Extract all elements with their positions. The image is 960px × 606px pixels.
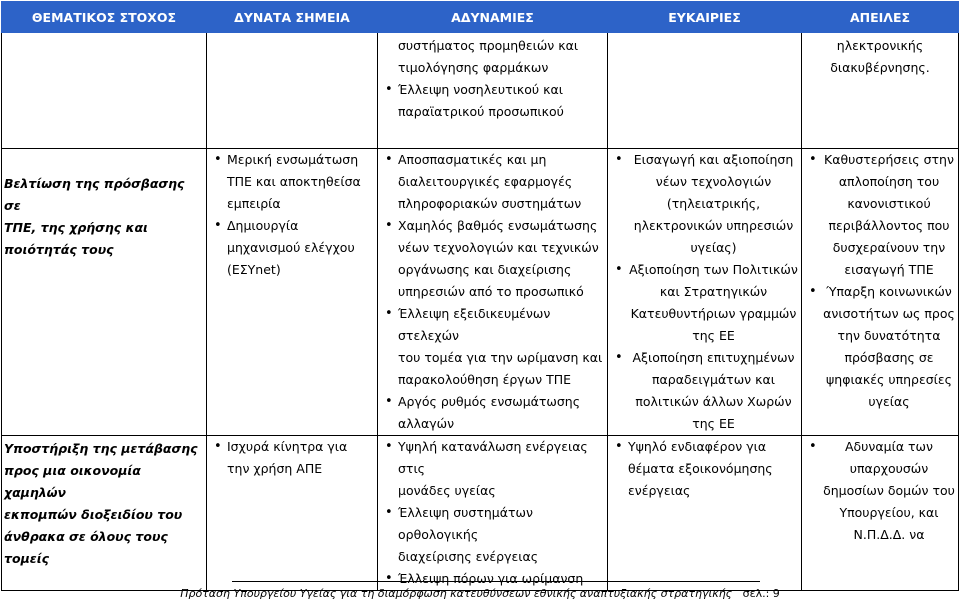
opportunity-item: • Εισαγωγή και αξιοποίηση νέων τεχνολογιών (τηλειατρικής, ηλεκτρονικών υπηρεσιών υγείας) <box>610 149 799 259</box>
footer-text: Πρόταση Υπουργείου Υγείας για τη διαμόρφωση κατευθύνσεων εθνικής αναπτυξιακής στρατηγικής <box>180 587 733 600</box>
table-row <box>2 436 959 591</box>
header-thematic-goal: ΘΕΜΑΤΙΚΟΣ ΣΤΟΧΟΣ <box>2 2 207 33</box>
table-row <box>2 149 959 436</box>
opportunities-cell <box>608 33 802 149</box>
header-opportunities: ΕΥΚΑΙΡΙΕΣ <box>608 2 802 33</box>
footer-divider <box>232 581 760 582</box>
header-strengths: ΔΥΝΑΤΑ ΣΗΜΕΙΑ <box>207 2 378 33</box>
header-row <box>2 2 959 33</box>
threats-cell <box>802 33 959 149</box>
threat-continuation-line: διακυβέρνησης. <box>830 60 930 75</box>
weaknesses-cell <box>378 33 608 149</box>
opportunities-cell <box>608 149 802 436</box>
weakness-item: • Αποσπασματικές και μη διαλειτουργικές εφαρμογές πληροφοριακών συστημάτων <box>380 149 605 215</box>
weaknesses-cell <box>378 149 608 436</box>
weakness-continuation-line: συστήματος προμηθειών και <box>398 38 579 53</box>
goal-cell: Βελτίωση της πρόσβασης σε ΤΠΕ, της χρήσης και ποιότητάς τους <box>2 149 207 436</box>
weakness-item: • Έλλειψη νοσηλευτικού και παραϊατρικού προσωπικού <box>380 79 605 123</box>
strengths-cell <box>207 33 378 149</box>
swot-table <box>1 1 959 591</box>
strength-item: • Ισχυρά κίνητρα για την χρήση ΑΠΕ <box>209 436 375 480</box>
strength-item: • Μερική ενσωμάτωση ΤΠΕ και αποκτηθείσα εμπειρία <box>209 149 375 215</box>
opportunities-cell <box>608 436 802 591</box>
threat-item: • Ύπαρξη κοινωνικών ανισοτήτων ως προς την δυνατότητα πρόσβασης σε ψηφιακές υπηρεσίες υγείας <box>804 281 956 413</box>
strength-item: • Δημιουργία μηχανισμού ελέγχου (ΕΣΥnet) <box>209 215 375 281</box>
threat-continuation-line: ηλεκτρονικής <box>836 38 924 53</box>
threat-item: • Αδυναμία των υπαρχουσών δημοσίων δομών του Υπουργείου, και Ν.Π.Δ.Δ. να <box>804 436 956 546</box>
weaknesses-cell <box>378 436 608 591</box>
strengths-cell <box>207 149 378 436</box>
goal-cell <box>2 33 207 149</box>
weakness-item: • Έλλειψη εξειδικευμένων στελεχών του τομέα για την ωρίμανση και παρακολούθηση έργων ΤΠΕ <box>380 303 605 391</box>
weakness-item: • Αργός ρυθμός ενσωμάτωσης αλλαγών <box>380 391 605 435</box>
strengths-cell <box>207 436 378 591</box>
page-number: σελ.: 9 <box>742 587 780 600</box>
opportunity-item: • Αξιοποίηση των Πολιτικών και Στρατηγικών Κατευθυντήριων γραμμών της ΕΕ <box>610 259 799 347</box>
threats-cell <box>802 436 959 591</box>
threats-cell <box>802 149 959 436</box>
table-row <box>2 33 959 149</box>
header-weaknesses: ΑΔΥΝΑΜΙΕΣ <box>378 2 608 33</box>
opportunity-item: • Υψηλό ενδιαφέρον για θέματα εξοικονόμησης ενέργειας <box>610 436 799 502</box>
weakness-item: • Υψηλή κατανάλωση ενέργειας στις μονάδες υγείας <box>380 436 605 502</box>
weakness-item: • Έλλειψη συστημάτων ορθολογικής διαχείρισης ενέργειας <box>380 502 605 568</box>
header-threats: ΑΠΕΙΛΕΣ <box>802 2 959 33</box>
weakness-item: • Χαμηλός βαθμός ενσωμάτωσης νέων τεχνολογιών και τεχνικών οργάνωσης και διαχείρισης υπηρεσιών από το προσωπικό <box>380 215 605 303</box>
weakness-continuation-line: τιμολόγησης φαρμάκων <box>398 60 549 75</box>
goal-cell: Υποστήριξη της μετάβασης προς μια οικονομία χαμηλών εκπομπών διοξειδίου του άνθρακα σε όλους τους τομείς <box>2 436 207 591</box>
threat-item: • Καθυστερήσεις στην απλοποίηση του κανονιστικού περιβάλλοντος που δυσχεραίνουν την εισαγωγή ΤΠΕ <box>804 149 956 281</box>
weakness-item: • Έλλειψη πόρων για ωρίμανση <box>380 568 605 590</box>
page-footer <box>0 587 960 600</box>
opportunity-item: • Αξιοποίηση επιτυχημένων παραδειγμάτων και πολιτικών άλλων Χωρών της ΕΕ <box>610 347 799 435</box>
